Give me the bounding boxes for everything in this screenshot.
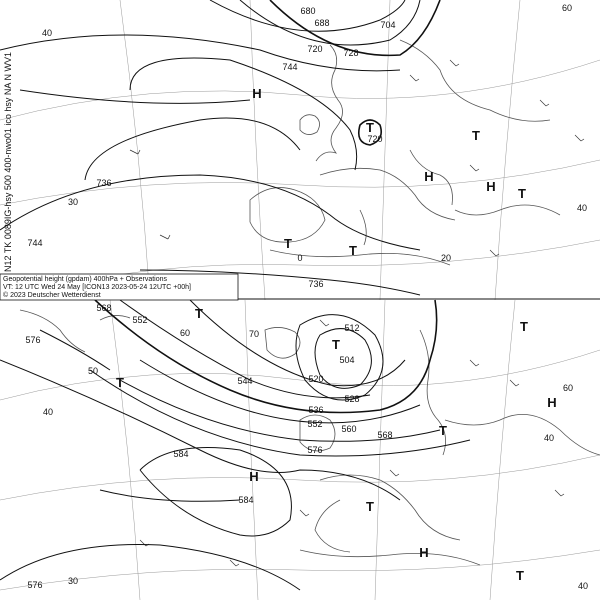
top-pressure-centers [252, 86, 526, 258]
bottom-grid-label: 70 [248, 329, 260, 339]
caption-copyright: © 2023 Deutscher Wetterdienst [3, 292, 101, 299]
top-iso-label: 744 [282, 62, 298, 72]
bottom-iso-label: 536 [308, 405, 324, 415]
top-grid-label: 40 [41, 28, 53, 38]
top-grid-label: 40 [576, 203, 588, 213]
bottom-iso-label: 576 [307, 445, 323, 455]
bottom-iso-label: 528 [344, 394, 360, 404]
bottom-iso-label: 584 [238, 495, 254, 505]
top-isohypses [0, 0, 440, 295]
top-center-marker: T [518, 186, 526, 201]
top-center-marker: T [366, 120, 374, 135]
bottom-coastlines [20, 310, 600, 565]
top-iso-label: 688 [314, 18, 330, 28]
top-center-marker: H [424, 169, 434, 184]
product-side-label: N12 TK 0089IG-hsy 500 400-nwo01 ico hsy NA N WV1 [3, 52, 13, 272]
top-center-marker: H [486, 179, 496, 194]
top-iso-label: 736 [96, 178, 112, 188]
bottom-iso-label: 576 [25, 335, 41, 345]
top-iso-label: 728 [343, 48, 359, 58]
top-center-marker: T [284, 236, 292, 251]
bottom-iso-label: 560 [341, 424, 357, 434]
top-iso-label: 720 [307, 44, 323, 54]
bottom-center-marker: T [366, 499, 374, 514]
bottom-center-marker: H [547, 395, 557, 410]
bottom-center-marker: H [249, 469, 259, 484]
bottom-grid-label: 60 [179, 328, 191, 338]
bottom-grid-label: 40 [543, 433, 555, 443]
top-iso-label: 720 [367, 134, 383, 144]
bottom-grid-label: 60 [562, 383, 574, 393]
map-caption [0, 274, 238, 300]
bottom-iso-label: 512 [344, 323, 360, 333]
top-iso-label: 744 [27, 238, 43, 248]
bottom-iso-label: 544 [237, 376, 253, 386]
top-iso-label: 680 [300, 6, 316, 16]
bottom-iso-label: 520 [308, 374, 324, 384]
bottom-iso-label: 568 [96, 303, 112, 313]
bottom-center-marker: T [195, 306, 203, 321]
caption-valid-time: VT: 12 UTC Wed 24 May [ICON13 2023-05-24 12UTC +00h] [3, 284, 191, 291]
bottom-iso-label: 568 [377, 430, 393, 440]
bottom-iso-label: 552 [132, 315, 148, 325]
bottom-center-marker: T [520, 319, 528, 334]
top-isoline-labels [27, 6, 395, 289]
top-grid-label: 30 [67, 197, 79, 207]
bottom-grid-label: 30 [67, 576, 79, 586]
bottom-center-marker: T [439, 423, 447, 438]
top-iso-label: 736 [308, 279, 324, 289]
bottom-grid-labels [43, 328, 588, 591]
bottom-center-marker: T [116, 375, 124, 390]
bottom-iso-label: 584 [173, 449, 189, 459]
bottom-grid-label: 50 [87, 366, 99, 376]
bottom-grid-label: 40 [577, 581, 589, 591]
bottom-panel [0, 300, 600, 600]
top-grid-label: 20 [440, 253, 452, 263]
top-center-marker: H [252, 86, 262, 101]
bottom-isohypses [0, 300, 470, 590]
bottom-iso-label: 552 [307, 419, 323, 429]
bottom-grid-label: 40 [42, 407, 54, 417]
bottom-center-marker: T [516, 568, 524, 583]
bottom-iso-label: 504 [339, 355, 355, 365]
bottom-center-marker: H [419, 545, 429, 560]
bottom-center-marker: T [332, 337, 340, 352]
top-grid-label: 0 [297, 253, 303, 263]
top-iso-label: 704 [380, 20, 396, 30]
top-grid-label: 60 [561, 3, 573, 13]
caption-title: Geopotential height (gpdam) 400hPa + Observations [3, 276, 168, 283]
top-center-marker: T [349, 243, 357, 258]
top-center-marker: T [472, 128, 480, 143]
bottom-pressure-centers [116, 306, 557, 583]
top-coastlines [250, 40, 560, 265]
bottom-iso-label: 576 [27, 580, 43, 590]
